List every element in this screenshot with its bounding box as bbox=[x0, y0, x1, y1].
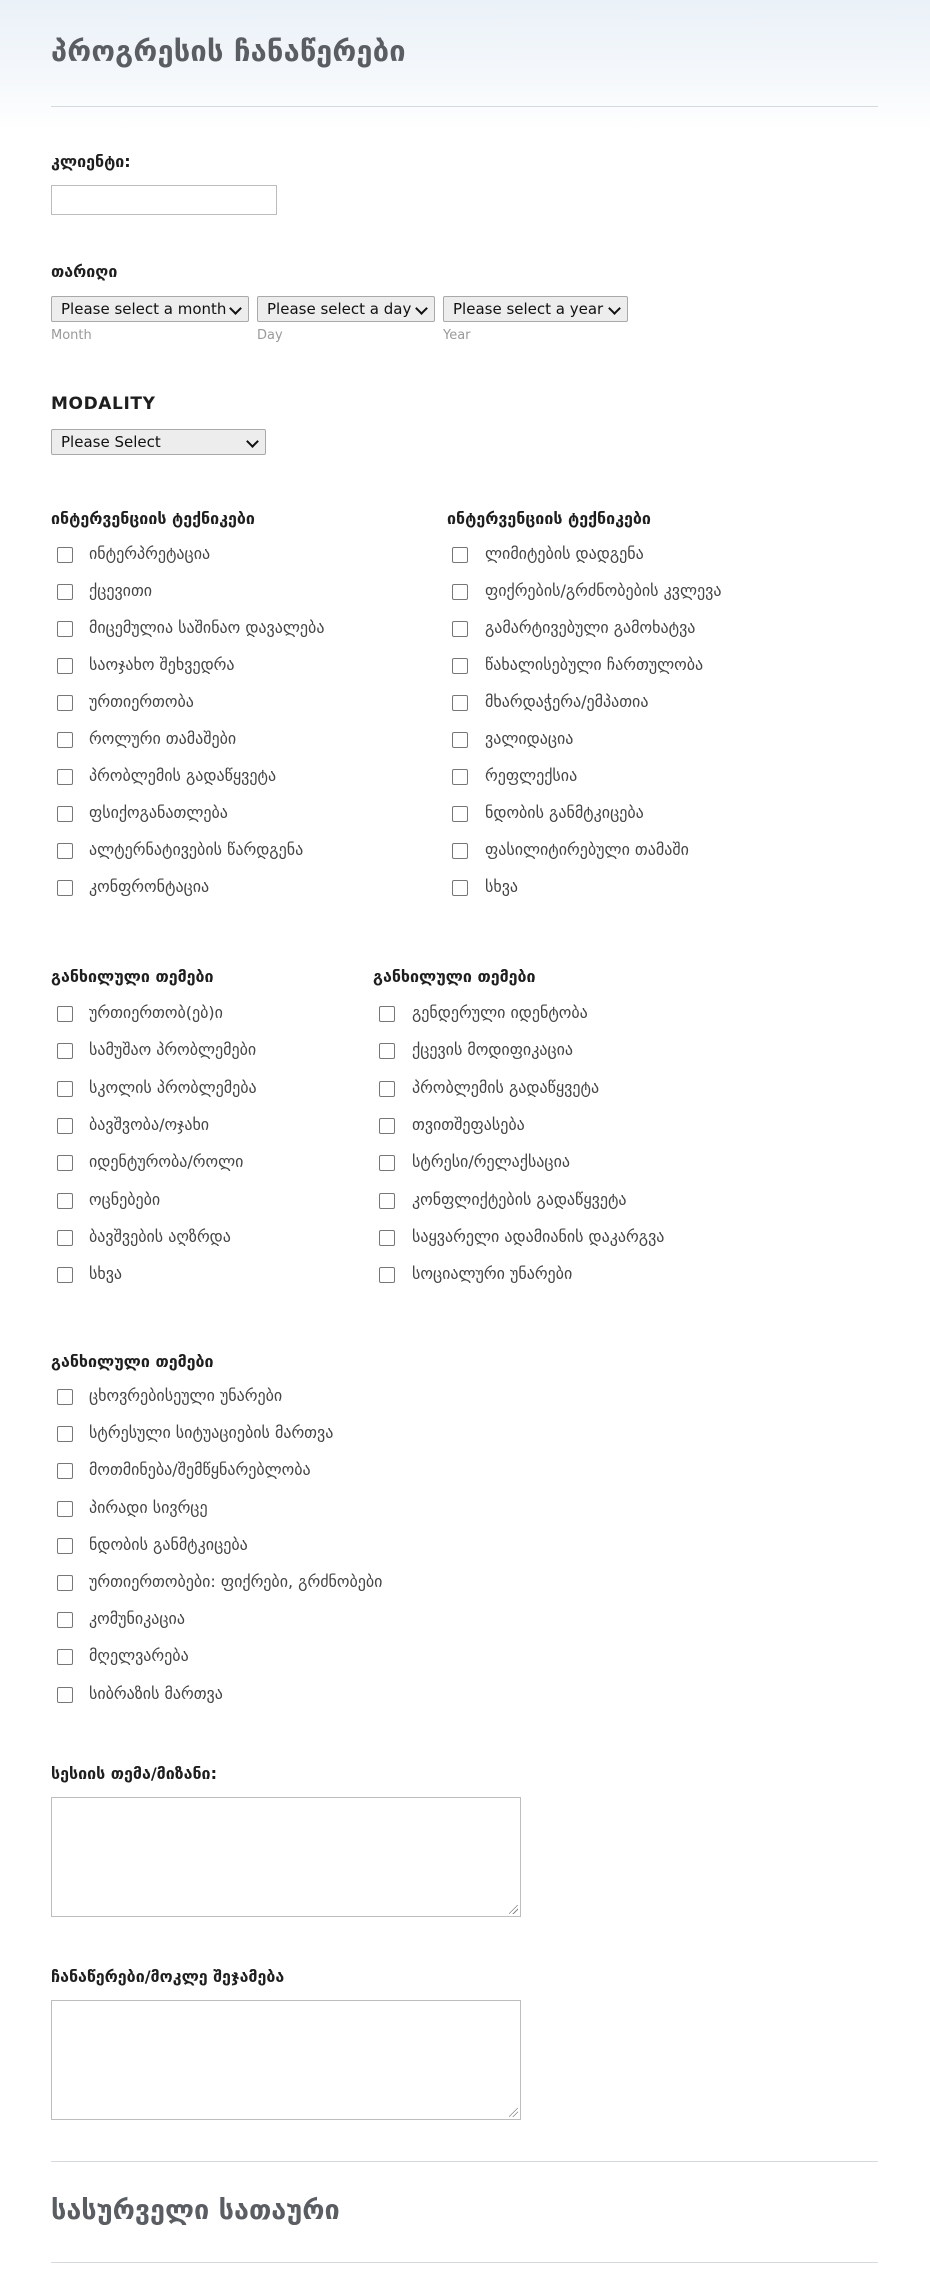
checkbox[interactable] bbox=[452, 621, 468, 637]
checkbox[interactable] bbox=[57, 1538, 73, 1554]
checkbox[interactable] bbox=[57, 1267, 73, 1283]
session-topic-textarea[interactable] bbox=[51, 1797, 521, 1917]
checkbox-label[interactable]: ბავშვების აღზრდა bbox=[89, 1227, 231, 1246]
day-select-value: Please select a day bbox=[267, 300, 412, 318]
checkbox-label[interactable]: პრობლემის გადაწყვეტა bbox=[412, 1078, 600, 1097]
checkbox-label[interactable]: ურთიერთობა bbox=[89, 692, 194, 711]
year-select[interactable] bbox=[443, 296, 628, 322]
topics-right-label: განხილული თემები bbox=[373, 967, 536, 986]
checkbox[interactable] bbox=[57, 1193, 73, 1209]
checkbox[interactable] bbox=[57, 1426, 73, 1442]
header-divider bbox=[51, 106, 878, 107]
checkbox-label[interactable]: საყვარელი ადამიანის დაკარგვა bbox=[412, 1227, 665, 1246]
checkbox[interactable] bbox=[57, 1081, 73, 1097]
checkbox[interactable] bbox=[57, 1649, 73, 1665]
checkbox[interactable] bbox=[452, 547, 468, 563]
checkbox[interactable] bbox=[57, 1389, 73, 1405]
year-select-value: Please select a year bbox=[453, 300, 604, 318]
checkbox[interactable] bbox=[379, 1006, 395, 1022]
resize-grip-icon[interactable] bbox=[509, 1905, 518, 1914]
checkbox[interactable] bbox=[452, 584, 468, 600]
checkbox-label[interactable]: თვითშეფასება bbox=[412, 1115, 525, 1134]
checkbox[interactable] bbox=[57, 1230, 73, 1246]
topics-bottom-label: განხილული თემები bbox=[51, 1352, 214, 1371]
checkbox[interactable] bbox=[452, 769, 468, 785]
checkbox[interactable] bbox=[379, 1230, 395, 1246]
day-sublabel: Day bbox=[257, 328, 283, 343]
checkbox-label[interactable]: ქცევითი bbox=[89, 581, 153, 600]
checkbox-label[interactable]: ნდობის განმტკიცება bbox=[485, 803, 644, 822]
checkbox-label[interactable]: მოთმინება/შემწყნარებლობა bbox=[89, 1460, 311, 1479]
checkbox-label[interactable]: კომუნიკაცია bbox=[89, 1609, 185, 1628]
checkbox-label[interactable]: სკოლის პრობლემება bbox=[89, 1078, 257, 1097]
month-sublabel: Month bbox=[51, 328, 92, 343]
checkbox-label[interactable]: როლური თამაშები bbox=[89, 729, 237, 748]
checkbox[interactable] bbox=[379, 1081, 395, 1097]
checkbox-label[interactable]: მღელვარება bbox=[89, 1646, 189, 1665]
checkbox[interactable] bbox=[57, 658, 73, 674]
checkbox-label[interactable]: კონფლიქტების გადაწყვეტა bbox=[412, 1190, 627, 1209]
checkbox-label[interactable]: ურთიერთობ(ებ)ი bbox=[89, 1003, 223, 1022]
year-sublabel: Year bbox=[443, 328, 471, 343]
checkbox-label[interactable]: სოციალური უნარები bbox=[412, 1264, 573, 1283]
checkbox-label[interactable]: მხარდაჭერა/ემპათია bbox=[485, 692, 649, 711]
section-divider bbox=[51, 2262, 878, 2263]
chevron-down-icon bbox=[246, 435, 259, 448]
modality-label: MODALITY bbox=[51, 394, 156, 414]
checkbox[interactable] bbox=[57, 695, 73, 711]
day-select[interactable] bbox=[257, 296, 435, 322]
checkbox-label[interactable]: სტრესული სიტუაციების მართვა bbox=[89, 1423, 334, 1442]
checkbox-label[interactable]: გენდერული იდენტობა bbox=[412, 1003, 588, 1022]
checkbox-label[interactable]: ბავშვობა/ოჯახი bbox=[89, 1115, 210, 1134]
interventions-right-label: ინტერვენციის ტექნიკები bbox=[447, 509, 651, 528]
notes-textarea[interactable] bbox=[51, 2000, 521, 2120]
checkbox[interactable] bbox=[57, 1155, 73, 1171]
checkbox-label[interactable]: პირადი სივრცე bbox=[89, 1498, 208, 1517]
checkbox[interactable] bbox=[57, 1501, 73, 1517]
checkbox[interactable] bbox=[57, 1043, 73, 1059]
topics-left-label: განხილული თემები bbox=[51, 967, 214, 986]
checkbox[interactable] bbox=[57, 1463, 73, 1479]
checkbox-label[interactable]: ურთიერთობები: ფიქრები, გრძნობები bbox=[89, 1572, 383, 1591]
checkbox[interactable] bbox=[57, 547, 73, 563]
checkbox[interactable] bbox=[379, 1118, 395, 1134]
checkbox-label[interactable]: სტრესი/რელაქსაცია bbox=[412, 1152, 570, 1171]
checkbox[interactable] bbox=[57, 843, 73, 859]
checkbox[interactable] bbox=[57, 880, 73, 896]
checkbox[interactable] bbox=[452, 695, 468, 711]
checkbox-label[interactable]: რეფლექსია bbox=[485, 766, 578, 785]
checkbox-label[interactable]: პრობლემის გადაწყვეტა bbox=[89, 766, 277, 785]
checkbox[interactable] bbox=[452, 806, 468, 822]
session-topic-label: სესიის თემა/მიზანი: bbox=[51, 1764, 217, 1783]
chevron-down-icon bbox=[229, 302, 242, 315]
checkbox-label[interactable]: სიბრაზის მართვა bbox=[89, 1684, 223, 1703]
checkbox[interactable] bbox=[379, 1193, 395, 1209]
chevron-down-icon bbox=[608, 302, 621, 315]
checkbox[interactable] bbox=[57, 769, 73, 785]
client-label: კლიენტი: bbox=[51, 152, 131, 171]
client-input[interactable] bbox=[51, 185, 277, 215]
checkbox-label[interactable]: სხვა bbox=[485, 877, 519, 896]
checkbox-label[interactable]: ლიმიტების დადგენა bbox=[485, 544, 644, 563]
checkbox[interactable] bbox=[452, 880, 468, 896]
checkbox[interactable] bbox=[57, 621, 73, 637]
checkbox-label[interactable]: საოჯახო შეხვედრა bbox=[89, 655, 235, 674]
checkbox-label[interactable]: სამუშაო პრობლემები bbox=[89, 1040, 257, 1059]
resize-grip-icon[interactable] bbox=[509, 2108, 518, 2117]
checkbox[interactable] bbox=[379, 1267, 395, 1283]
checkbox[interactable] bbox=[452, 732, 468, 748]
month-select-value: Please select a month bbox=[61, 300, 227, 318]
notes-label: ჩანაწერები/მოკლე შეჯამება bbox=[51, 1967, 285, 1986]
checkbox-label[interactable]: მიცემულია საშინაო დავალება bbox=[89, 618, 325, 637]
checkbox-label[interactable]: ფასილიტირებული თამაში bbox=[485, 840, 689, 859]
checkbox[interactable] bbox=[57, 732, 73, 748]
section-divider bbox=[51, 2161, 878, 2162]
custom-heading: სასურველი სათაური bbox=[51, 2195, 340, 2226]
checkbox[interactable] bbox=[57, 806, 73, 822]
modality-select[interactable] bbox=[51, 429, 266, 455]
page-title: პროგრესის ჩანაწერები bbox=[51, 34, 406, 68]
checkbox-label[interactable]: ნდობის განმტკიცება bbox=[89, 1535, 248, 1554]
checkbox-label[interactable]: ცხოვრებისეული უნარები bbox=[89, 1386, 283, 1405]
checkbox-label[interactable]: ვალიდაცია bbox=[485, 729, 574, 748]
checkbox[interactable] bbox=[452, 843, 468, 859]
checkbox[interactable] bbox=[57, 1006, 73, 1022]
month-select[interactable] bbox=[51, 296, 249, 322]
date-label: თარიღი bbox=[51, 262, 118, 281]
checkbox-label[interactable]: გამარტივებული გამოხატვა bbox=[485, 618, 696, 637]
checkbox-label[interactable]: ფიქრების/გრძნობების კვლევა bbox=[485, 581, 722, 600]
checkbox[interactable] bbox=[452, 658, 468, 674]
checkbox[interactable] bbox=[379, 1155, 395, 1171]
checkbox-label[interactable]: კონფრონტაცია bbox=[89, 877, 210, 896]
chevron-down-icon bbox=[415, 302, 428, 315]
checkbox[interactable] bbox=[57, 584, 73, 600]
checkbox-label[interactable]: იდენტურობა/როლი bbox=[89, 1152, 244, 1171]
checkbox-label[interactable]: ინტერპრეტაცია bbox=[89, 544, 211, 563]
checkbox[interactable] bbox=[379, 1043, 395, 1059]
interventions-left-label: ინტერვენციის ტექნიკები bbox=[51, 509, 255, 528]
checkbox-label[interactable]: ოცნებები bbox=[89, 1190, 161, 1209]
checkbox-label[interactable]: ფსიქოგანათლება bbox=[89, 803, 228, 822]
modality-select-value: Please Select bbox=[61, 433, 161, 451]
checkbox-label[interactable]: წახალისებული ჩართულობა bbox=[485, 655, 704, 674]
checkbox[interactable] bbox=[57, 1118, 73, 1134]
checkbox[interactable] bbox=[57, 1575, 73, 1591]
checkbox-label[interactable]: სხვა bbox=[89, 1264, 123, 1283]
checkbox-label[interactable]: ალტერნატივების წარდგენა bbox=[89, 840, 304, 859]
checkbox[interactable] bbox=[57, 1687, 73, 1703]
checkbox[interactable] bbox=[57, 1612, 73, 1628]
checkbox-label[interactable]: ქცევის მოდიფიკაცია bbox=[412, 1040, 574, 1059]
